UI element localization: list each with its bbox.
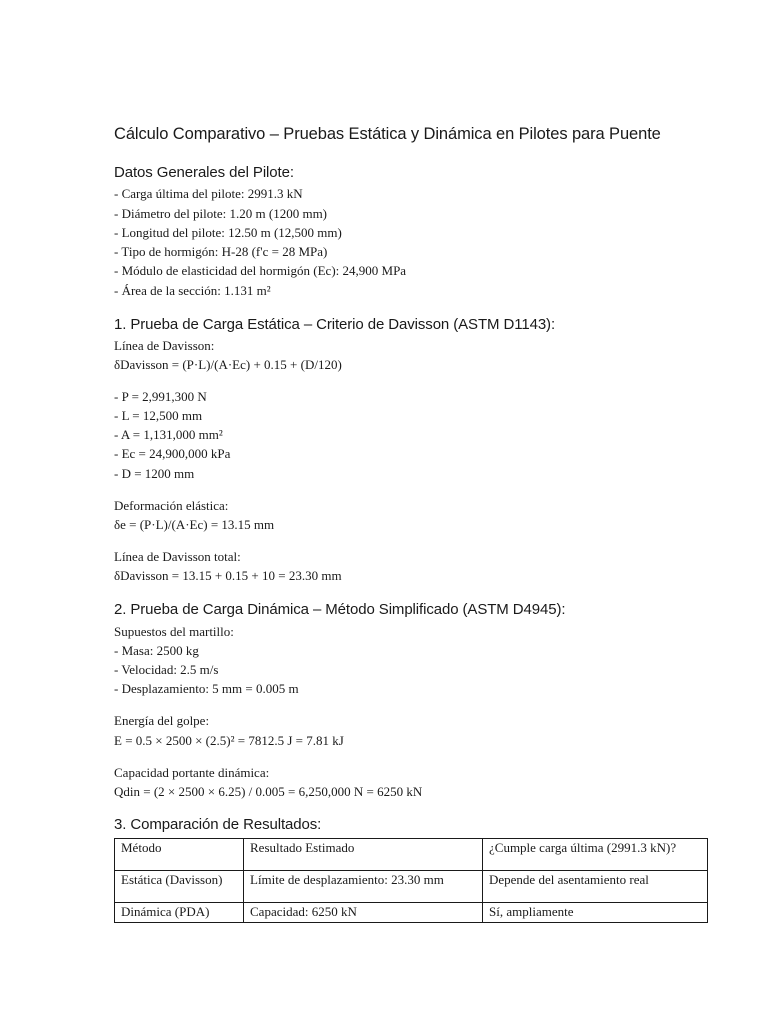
- table-row: [115, 871, 708, 903]
- energy-label: Energía del golpe:: [114, 713, 210, 728]
- table-header-cell: ¿Cumple carga última (2991.3 kN)?: [483, 839, 708, 871]
- hammer-assumptions-label: Supuestos del martillo:: [114, 624, 234, 639]
- document-title: Cálculo Comparativo – Pruebas Estática y Dinámica en Pilotes para Puente: [114, 125, 661, 143]
- static-var: - P = 2,991,300 N: [114, 389, 207, 404]
- general-item: - Carga última del pilote: 2991.3 kN: [114, 186, 303, 201]
- general-item: - Longitud del pilote: 12.50 m (12,500 mm): [114, 225, 342, 240]
- table-header-cell: Resultado Estimado: [244, 839, 483, 871]
- table-cell: Sí, ampliamente: [483, 903, 708, 923]
- table-header-row: [115, 839, 708, 871]
- table-header-cell: Método: [115, 839, 244, 871]
- general-heading: Datos Generales del Pilote:: [114, 164, 294, 181]
- capacity-formula: Qdin = (2 × 2500 × 6.25) / 0.005 = 6,250,000 N = 6250 kN: [114, 784, 423, 799]
- davisson-line-label: Línea de Davisson:: [114, 338, 215, 353]
- comparison-heading: 3. Comparación de Resultados:: [114, 816, 322, 833]
- general-item: - Diámetro del pilote: 1.20 m (1200 mm): [114, 206, 328, 221]
- static-heading: 1. Prueba de Carga Estática – Criterio de Davisson (ASTM D1143):: [114, 316, 556, 333]
- table-row: [115, 903, 708, 923]
- table-cell: Límite de desplazamiento: 23.30 mm: [244, 871, 483, 903]
- static-var: - D = 1200 mm: [114, 466, 195, 481]
- table-cell: Capacidad: 6250 kN: [244, 903, 483, 923]
- general-item: - Área de la sección: 1.131 m²: [114, 283, 271, 298]
- hammer-assumption: - Desplazamiento: 5 mm = 0.005 m: [114, 681, 299, 696]
- general-item: - Tipo de hormigón: H-28 (f'c = 28 MPa): [114, 244, 328, 259]
- elastic-formula: δe = (P·L)/(A·Ec) = 13.15 mm: [114, 517, 275, 532]
- comparison-table: [114, 838, 708, 923]
- davisson-formula: δDavisson = (P·L)/(A·Ec) + 0.15 + (D/120): [114, 357, 342, 372]
- table-cell: Depende del asentamiento real: [483, 871, 708, 903]
- elastic-label: Deformación elástica:: [114, 498, 229, 513]
- static-var: - Ec = 24,900,000 kPa: [114, 446, 231, 461]
- dynamic-heading: 2. Prueba de Carga Dinámica – Método Simplificado (ASTM D4945):: [114, 601, 566, 618]
- capacity-label: Capacidad portante dinámica:: [114, 765, 270, 780]
- davisson-total-label: Línea de Davisson total:: [114, 549, 241, 564]
- static-var: - A = 1,131,000 mm²: [114, 427, 223, 442]
- table-cell: Estática (Davisson): [115, 871, 244, 903]
- hammer-assumption: - Velocidad: 2.5 m/s: [114, 662, 219, 677]
- hammer-assumption: - Masa: 2500 kg: [114, 643, 199, 658]
- energy-formula: E = 0.5 × 2500 × (2.5)² = 7812.5 J = 7.81 kJ: [114, 733, 344, 748]
- davisson-total-formula: δDavisson = 13.15 + 0.15 + 10 = 23.30 mm: [114, 568, 342, 583]
- static-var: - L = 12,500 mm: [114, 408, 203, 423]
- table-cell: Dinámica (PDA): [115, 903, 244, 923]
- general-item: - Módulo de elasticidad del hormigón (Ec): 24,900 MPa: [114, 263, 407, 278]
